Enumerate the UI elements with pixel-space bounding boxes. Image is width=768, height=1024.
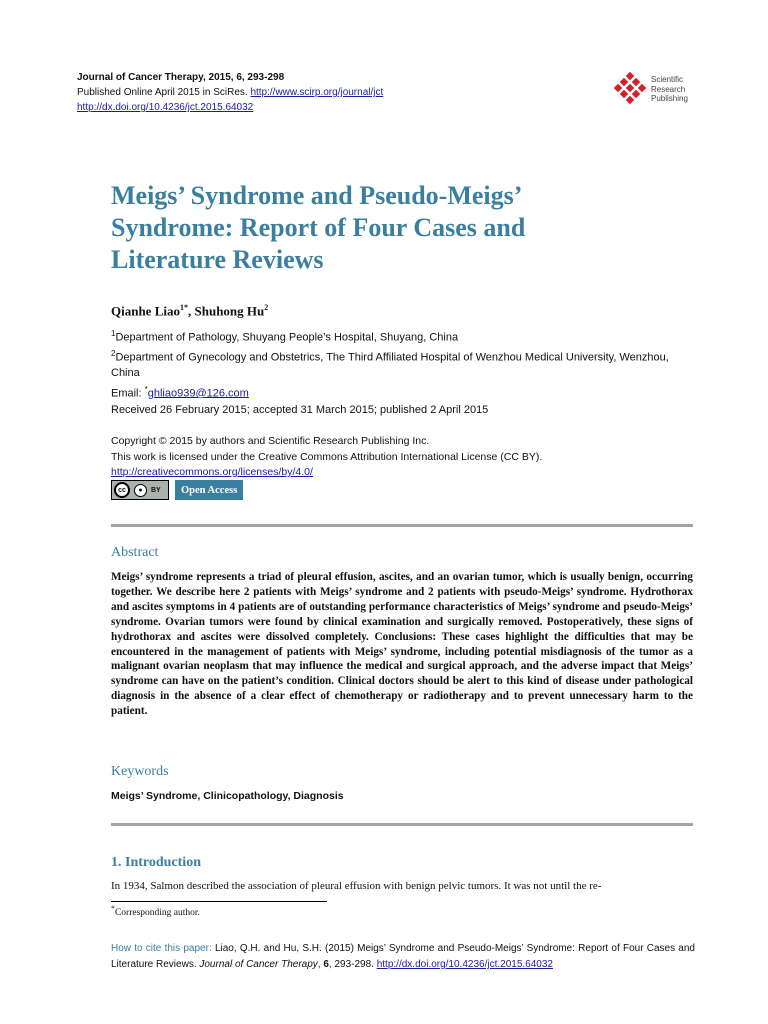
- copyright-block: Copyright © 2015 by authors and Scientific Research Publishing Inc. This work is licensed under the Creative Commons Attribution International License (CC BY). http://creativecommons.org/licenses/by/4.0/: [111, 435, 543, 478]
- introduction-text: In 1934, Salmon described the association of pleural effusion with benign pelvic tumors. It was not until the re-: [111, 880, 602, 892]
- paper-title: Meigs’ Syndrome and Pseudo-Meigs’ Syndrome: Report of Four Cases and Literature Reviews: [111, 181, 526, 274]
- cc-by-badge[interactable]: [111, 480, 169, 500]
- open-access-badge[interactable]: Open Access: [175, 480, 243, 500]
- top-divider: [111, 524, 693, 527]
- journal-header: [77, 70, 383, 115]
- bottom-divider: [111, 823, 693, 826]
- keywords-text: Meigs’ Syndrome, Clinicopathology, Diagnosis: [111, 790, 344, 802]
- journal-citation: Journal of Cancer Therapy, 2015, 6, 293-298: [77, 72, 285, 83]
- diamond-grid-icon: [614, 72, 648, 108]
- cite-doi-link[interactable]: http://dx.doi.org/10.4236/jct.2015.64032: [376, 959, 553, 970]
- how-to-cite: How to cite this paper: Liao, Q.H. and Hu, S.H. (2015) Meigs’ Syndrome and Pseudo-Meigs’ Syndrome: Report of Four Cases and Literature Reviews. Journal of Cancer Therapy, 6, 293-298. http://dx.doi.org/10.4236/jct.2015.64032: [111, 943, 695, 970]
- introduction-heading: 1. Introduction: [111, 855, 201, 870]
- logo-text: Scientific Research Publishing: [651, 75, 688, 103]
- doi-link[interactable]: http://dx.doi.org/10.4236/jct.2015.64032: [77, 102, 254, 113]
- author-name: Qianhe Liao: [111, 303, 180, 319]
- abstract-text: Meigs’ syndrome represents a triad of pleural effusion, ascites, and an ovarian tumor, which is usually benign, occurring together. We describe here 2 patients with Meigs’ syndrome and 2 patients with pseudo-Meigs’ syndrome. Hydrothorax and ascites symptoms in 4 patients are of outstanding performance characteristics of Meigs’ syndrome and pseudo-Meigs’ syndrome. Ovarian tumors were found by clinical examination and surgically removed. Postoperatively, these signs of hydrothorax and ascites were dissolved completely. Conclusions: These cases highlight the difficulties that may be encountered in the management of patients with Meigs’ syndrome, including potential misdiagnosis of the tumor as a malignant ovarian neoplasm that may influence the medical and surgical approach, and the adverse impact that Meigs’ syndrome can have on the patient’s condition. Clinical doctors should be alert to this kind of disease under pathological diagnosis in the absence of a clear effect of chemotherapy or radiotherapy and to prevent unnecessary harm to the patient.: [111, 571, 693, 718]
- affiliations: [111, 326, 691, 402]
- cc-icon: cc: [114, 482, 130, 498]
- affiliation-1: $^1$Department of Pathology, Shuyang People’s Hospital, Shuyang, China: [111, 329, 459, 344]
- journal-url-link[interactable]: http://www.scirp.org/journal/jct: [250, 87, 384, 98]
- license-badges: [111, 480, 243, 500]
- email-link[interactable]: ghliao939@126.com: [147, 387, 249, 400]
- cite-label: How to cite this paper:: [111, 943, 212, 954]
- license-link[interactable]: http://creativecommons.org/licenses/by/4.0/: [111, 466, 313, 478]
- footnote-rule: [111, 901, 327, 902]
- person-icon: ●: [134, 484, 147, 497]
- publisher-logo: [614, 72, 714, 108]
- received-dates: Received 26 February 2015; accepted 31 March 2015; published 2 April 2015: [111, 404, 489, 416]
- footnote: *Corresponding author.: [111, 904, 200, 919]
- author-list: Qianhe Liao$^{1*}$, Shuhong Hu$^2$: [111, 303, 269, 319]
- abstract-heading: Abstract: [111, 545, 159, 560]
- published-line: [77, 85, 383, 100]
- by-label: BY: [151, 486, 161, 494]
- email-line: Email: *ghliao939@126.com: [111, 384, 249, 400]
- affiliation-2: $^2$Department of Gynecology and Obstetrics, The Third Affiliated Hospital of Wenzhou Medical University, Wenzhou, China: [111, 349, 669, 380]
- author-name: Shuhong Hu: [194, 303, 265, 319]
- keywords-heading: Keywords: [111, 764, 169, 779]
- published-prefix: Published Online April 2015 in SciRes.: [77, 87, 248, 98]
